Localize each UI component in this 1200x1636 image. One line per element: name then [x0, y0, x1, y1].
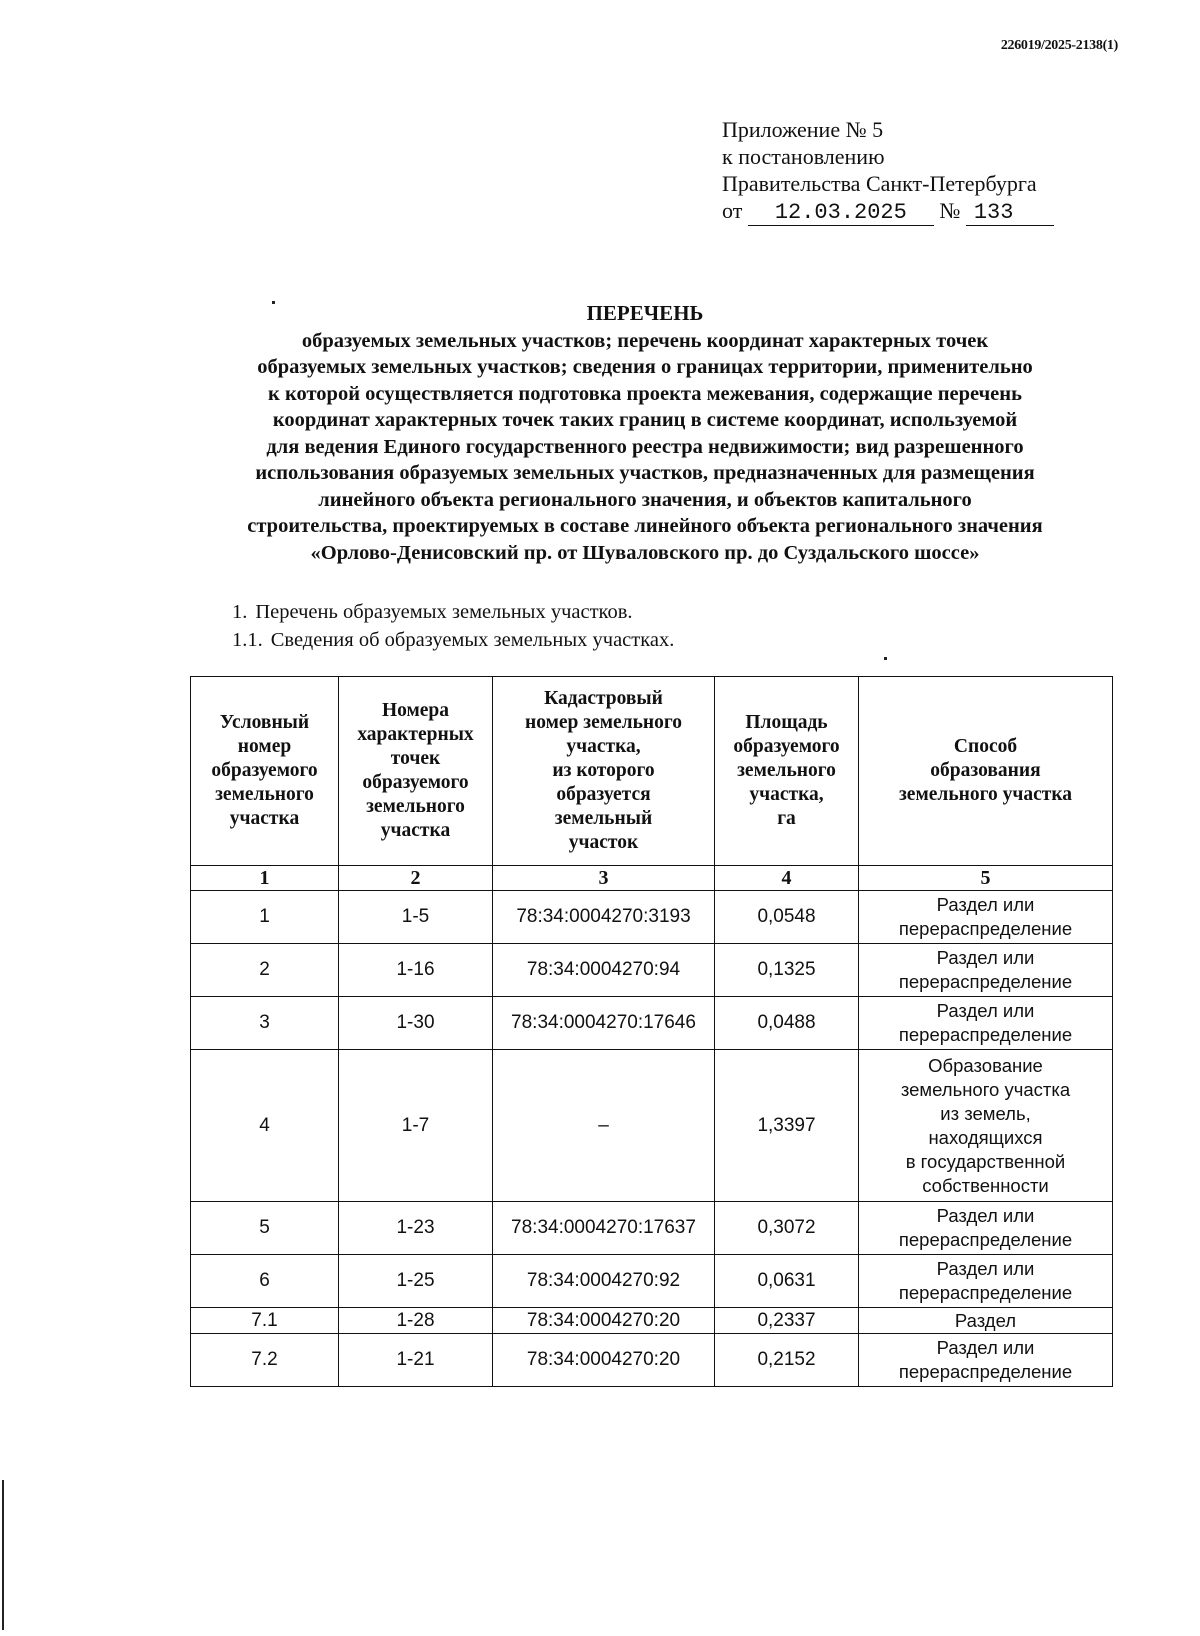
header-line: образуемого [733, 736, 840, 757]
table-row [191, 891, 1113, 944]
area-cell: 0,0631 [715, 1255, 859, 1308]
number-label: № [939, 198, 961, 223]
points-range-cell: 1-7 [339, 1050, 493, 1202]
from-label: от [722, 198, 743, 223]
method-line: Раздел или [936, 1337, 1035, 1358]
table-row [191, 1050, 1113, 1202]
points-range-cell: 1-30 [339, 997, 493, 1050]
header-line: из которого [552, 760, 655, 781]
section-text: Сведения об образуемых земельных участках. [270, 629, 675, 651]
conditional-number-cell: 7.1 [191, 1308, 339, 1334]
method-line: Раздел или [936, 947, 1035, 968]
header-conditional-number [191, 677, 339, 866]
appendix-line-1: Приложение № 5 [722, 117, 884, 142]
title-heading: ПЕРЕЧЕНЬ [586, 301, 704, 325]
column-number: 5 [859, 866, 1113, 891]
title-line: линейного объекта регионального значения, и объектов капитального [318, 488, 972, 511]
formation-method-cell [859, 891, 1113, 944]
method-line: находящихся [928, 1126, 1043, 1148]
title-line: для ведения Единого государственного реестра недвижимости; вид разрешенного [266, 435, 1024, 458]
method-line: перераспределение [898, 971, 1073, 992]
method-line: перераспределение [898, 918, 1073, 939]
header-line: Условный [219, 712, 310, 733]
formation-method-cell [859, 1202, 1113, 1255]
points-range-cell: 1-5 [339, 891, 493, 944]
header-line: га [777, 808, 796, 829]
title-line: образуемых земельных участков; сведения о границах территории, применительно [257, 356, 1033, 378]
header-line: Номера [381, 700, 450, 721]
cadastral-number-cell: – [493, 1050, 715, 1202]
header-line: участок [568, 832, 639, 853]
title-line: к которой осуществляется подготовка проекта межевания, содержащие перечень [268, 382, 1022, 405]
formation-method-cell [859, 1050, 1113, 1202]
cadastral-number-cell: 78:34:0004270:17637 [493, 1202, 715, 1255]
header-line: земельного [366, 796, 465, 817]
appendix-date-line [722, 197, 1122, 226]
section-1 [232, 599, 633, 625]
table-row [191, 1308, 1113, 1334]
cadastral-number-cell: 78:34:0004270:20 [493, 1334, 715, 1387]
formation-method-cell [859, 997, 1113, 1050]
method-line: перераспределение [898, 1282, 1073, 1303]
header-line: участка [229, 808, 300, 829]
header-cadastral-number [493, 677, 715, 866]
table-row [191, 1202, 1113, 1255]
method-line: перераспределение [898, 1229, 1073, 1250]
method-line: из земель, [940, 1102, 1031, 1124]
appendix-block [722, 116, 1122, 226]
method-line: земельного участка [900, 1078, 1071, 1100]
scan-artifact [272, 301, 275, 304]
cadastral-number-cell: 78:34:0004270:3193 [493, 891, 715, 944]
conditional-number-cell: 5 [191, 1202, 339, 1255]
header-line: образуемого [211, 760, 318, 781]
column-number-row [191, 866, 1113, 891]
header-line: точек [390, 748, 441, 769]
cadastral-number-cell: 78:34:0004270:92 [493, 1255, 715, 1308]
header-line: участка, [749, 784, 824, 805]
column-number: 4 [715, 866, 859, 891]
header-area [715, 677, 859, 866]
method-line: Раздел [954, 1309, 1017, 1331]
method-line: Образование [928, 1054, 1043, 1076]
header-line: Площадь [745, 712, 828, 733]
conditional-number-cell: 2 [191, 944, 339, 997]
document-id: 226019/2025-2138(1) [1000, 38, 1118, 53]
formation-method-cell [859, 944, 1113, 997]
points-range-cell: 1-28 [339, 1308, 493, 1334]
cadastral-number-cell: 78:34:0004270:17646 [493, 997, 715, 1050]
title-line: координат характерных точек таких границ в системе координат, используемой [272, 409, 1018, 431]
points-range-cell: 1-21 [339, 1334, 493, 1387]
section-number: 1.1. [232, 629, 263, 651]
section-number: 1. [232, 601, 248, 623]
section-1-1 [232, 627, 674, 653]
title-line: «Орлово-Денисовский пр. от Шуваловского пр. до Суздальского шоссе» [310, 541, 980, 564]
header-line: земельного [215, 784, 314, 805]
header-line: номер [237, 736, 292, 757]
conditional-number-cell: 3 [191, 997, 339, 1050]
header-line: образования [930, 760, 1041, 781]
method-line: Раздел или [936, 894, 1035, 915]
scan-artifact [884, 657, 887, 660]
header-line: Способ [953, 736, 1018, 757]
method-line: в государственной [905, 1150, 1066, 1172]
header-line: номер земельного [524, 712, 683, 733]
section-text: Перечень образуемых земельных участков. [255, 601, 633, 623]
header-line: Кадастровый [544, 688, 663, 709]
header-line: образуемого [362, 772, 469, 793]
column-number: 3 [493, 866, 715, 891]
method-line: собственности [922, 1174, 1049, 1196]
header-line: образуется [556, 784, 651, 805]
header-line: земельного [737, 760, 836, 781]
scan-artifact [2, 1480, 4, 1630]
formation-method-cell [859, 1308, 1113, 1334]
title-line: образуемых земельных участков; перечень координат характерных точек [301, 329, 989, 352]
column-number: 2 [339, 866, 493, 891]
header-formation-method [859, 677, 1113, 866]
table-row [191, 1255, 1113, 1308]
points-range-cell: 1-25 [339, 1255, 493, 1308]
title-line: строительства, проектируемых в составе линейного объекта регионального значения [247, 515, 1043, 537]
cadastral-number-cell: 78:34:0004270:20 [493, 1308, 715, 1334]
formation-method-cell [859, 1255, 1113, 1308]
formation-method-cell [859, 1334, 1113, 1387]
method-line: перераспределение [898, 1361, 1073, 1382]
header-line: характерных [357, 724, 474, 745]
column-number: 1 [191, 866, 339, 891]
resolution-date: 12.03.2025 [748, 201, 934, 226]
conditional-number-cell: 1 [191, 891, 339, 944]
table-row [191, 944, 1113, 997]
header-line: участка, [566, 736, 641, 757]
points-range-cell: 1-16 [339, 944, 493, 997]
table-row [191, 997, 1113, 1050]
conditional-number-cell: 6 [191, 1255, 339, 1308]
area-cell: 0,2337 [715, 1308, 859, 1334]
area-cell: 0,0488 [715, 997, 859, 1050]
title-line: использования образуемых земельных участков, предназначенных для размещения [255, 462, 1035, 484]
header-line: участка [380, 820, 451, 841]
area-cell: 0,2152 [715, 1334, 859, 1387]
header-line: земельный [554, 808, 653, 829]
method-line: Раздел или [936, 1205, 1035, 1226]
method-line: Раздел или [936, 1000, 1035, 1021]
resolution-number: 133 [966, 201, 1054, 226]
area-cell: 0,0548 [715, 891, 859, 944]
points-range-cell: 1-23 [339, 1202, 493, 1255]
area-cell: 0,1325 [715, 944, 859, 997]
header-line: земельного участка [898, 784, 1073, 805]
method-line: Раздел или [936, 1258, 1035, 1279]
table-row [191, 1334, 1113, 1387]
appendix-line-2: к постановлению [722, 144, 885, 169]
area-cell: 0,3072 [715, 1202, 859, 1255]
method-line: перераспределение [898, 1024, 1073, 1045]
area-cell: 1,3397 [715, 1050, 859, 1202]
header-points [339, 677, 493, 866]
table-header-row [191, 677, 1113, 866]
appendix-line-3: Правительства Санкт-Петербурга [722, 171, 1037, 196]
land-plots-table [190, 676, 1113, 1387]
conditional-number-cell: 4 [191, 1050, 339, 1202]
conditional-number-cell: 7.2 [191, 1334, 339, 1387]
cadastral-number-cell: 78:34:0004270:94 [493, 944, 715, 997]
document-title [160, 300, 1130, 566]
